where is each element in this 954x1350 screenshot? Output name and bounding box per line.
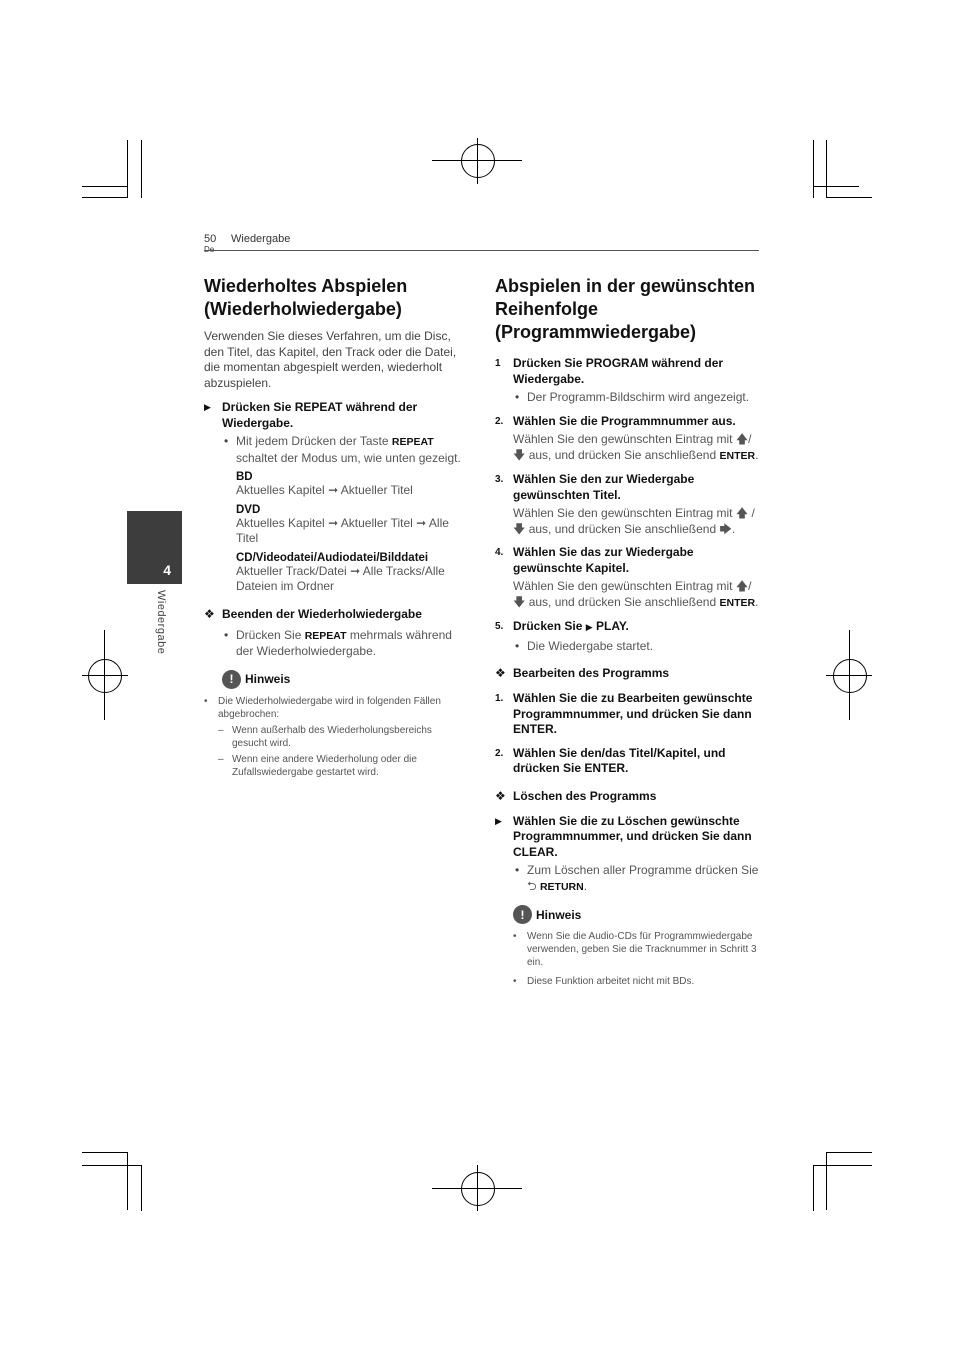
header-rule <box>204 250 759 251</box>
right-arrow-icon: 🡆 <box>719 521 732 536</box>
note-item: • Die Wiederholwiedergabe wird in folgenden Fällen abgebrochen: <box>204 695 469 721</box>
down-arrow-icon: 🡇 <box>513 447 526 462</box>
up-arrow-icon: 🡅 <box>735 579 749 593</box>
crop-mark <box>127 140 128 198</box>
section-heading-repeat: Wiederholtes Abspielen (Wiederholwiedergabe) <box>204 276 408 319</box>
crop-mark <box>82 1152 128 1153</box>
arrow-right-icon: ➞ <box>328 515 339 530</box>
program-step-4: 4. Wählen Sie das zur Wiedergabe gewünschte Kapitel. <box>495 545 694 575</box>
note-box-right: ! Hinweis • Wenn Sie die Audio-CDs für Programmwiedergabe verwenden, geben Sie die Tracknummer in Schritt 3 ein. • Diese Funktion arbeitet nicht mit BDs. <box>513 905 760 988</box>
crop-mark <box>813 140 814 198</box>
bullet-repeat-mode: • Mit jedem Drücken der Taste REPEAT schaltet der Modus um, wie unten gezeigt. <box>222 434 469 466</box>
crop-mark <box>141 1165 142 1211</box>
crop-mark <box>82 197 128 198</box>
section-heading-program: Abspielen in der gewünschten Reihenfolge (Programmwiedergabe) <box>495 276 756 342</box>
edit-step-2: 2. Wählen Sie den/das Titel/Kapitel, und drücken Sie ENTER. <box>495 745 726 775</box>
up-arrow-icon: 🡅 <box>735 506 749 520</box>
return-icon: ⮌ <box>527 878 537 893</box>
note-box-left: ! Hinweis • Die Wiederholwiedergabe wird in folgenden Fällen abgebrochen: – Wenn außerhalb des Wiederholungsbereichs gesucht wird. – Wenn eine andere Wiederholung oder die Zufallswiedergabe gestartet wird. <box>222 670 469 779</box>
crop-mark <box>826 197 872 198</box>
note-dash-item: – Wenn außerhalb des Wiederholungsbereichs gesucht wird. <box>204 724 469 750</box>
crop-mark <box>826 140 827 198</box>
chapter-tab <box>127 511 182 584</box>
subsection-stop-repeat: ❖ Beenden der Wiederholwiedergabe <box>204 606 422 621</box>
step-repeat: ▶ Drücken Sie REPEAT während der Wiedergabe. <box>204 400 418 430</box>
mode-heading-cd: CD/Videodatei/Audiodatei/Bilddatei <box>236 551 429 564</box>
program-step-1: 1 Drücken Sie PROGRAM während der Wiedergabe. <box>495 356 724 386</box>
warning-icon: ! <box>513 905 532 924</box>
delete-step-bullet: • Zum Löschen aller Programme drücken Sie ⮌ RETURN. <box>513 863 760 895</box>
subsection-edit-program: ❖ Bearbeiten des Programms <box>495 666 670 680</box>
mode-bd: Aktuelles Kapitel ➞ Aktueller Titel <box>236 483 413 497</box>
subsection-delete-program: ❖ Löschen des Programms <box>495 788 657 803</box>
edit-step-1: 1. Wählen Sie die zu Bearbeiten gewünschte Programmnummer, und drücken Sie dann ENTER. <box>495 691 753 736</box>
crop-mark <box>82 186 128 187</box>
up-arrow-icon: 🡅 <box>735 432 749 446</box>
diamond-icon: ❖ <box>495 666 506 680</box>
crop-mark <box>826 1152 827 1210</box>
step-arrow-icon: ▶ <box>495 815 502 826</box>
crop-mark <box>813 1165 872 1166</box>
warning-icon: ! <box>222 670 241 689</box>
down-arrow-icon: 🡇 <box>513 594 526 609</box>
note-item: • Wenn Sie die Audio-CDs für Programmwiedergabe verwenden, geben Sie die Tracknummer in Schritt 3 ein. <box>513 930 760 969</box>
right-column <box>495 275 760 988</box>
program-step-5-bullet: • Die Wiedergabe startet. <box>513 639 760 655</box>
mode-heading-dvd: DVD <box>236 503 261 516</box>
note-item: • Diese Funktion arbeitet nicht mit BDs. <box>513 975 760 988</box>
program-step-3-text: Wählen Sie den gewünschten Eintrag mit 🡅 /🡇 aus, und drücken Sie anschließend 🡆. <box>513 506 755 536</box>
crop-mark <box>813 1165 814 1211</box>
arrow-right-icon: ➞ <box>416 515 427 530</box>
step-arrow-icon: ▶ <box>204 402 211 412</box>
program-step-4-text: Wählen Sie den gewünschten Eintrag mit 🡅/🡇 aus, und drücken Sie anschließend ENTER. <box>513 579 759 609</box>
mode-cd: Aktueller Track/Datei ➞ Alle Tracks/Alle Dateien im Ordner <box>236 563 445 593</box>
play-icon: ▶ <box>585 622 593 632</box>
program-step-1-bullet: • Der Programm-Bildschirm wird angezeigt. <box>513 390 760 406</box>
crop-mark <box>127 1152 128 1210</box>
crop-mark <box>82 1165 142 1166</box>
program-step-2: 2. Wählen Sie die Programmnummer aus. <box>495 413 736 428</box>
intro-text: Verwenden Sie dieses Verfahren, um die Disc, den Titel, das Kapitel, den Track oder die Datei, die momentan abgespielt werden, wiederholt abzuspielen. <box>204 329 457 390</box>
program-step-2-text: Wählen Sie den gewünschten Eintrag mit 🡅/🡇 aus, und drücken Sie anschließend ENTER. <box>513 432 759 462</box>
mode-dvd: Aktuelles Kapitel ➞ Aktueller Titel ➞ Alle Titel <box>236 515 449 545</box>
program-step-3: 3. Wählen Sie den zur Wiedergabe gewünschten Titel. <box>495 472 695 502</box>
left-column <box>204 275 469 779</box>
note-dash-item: – Wenn eine andere Wiederholung oder die Zufallswiedergabe gestartet wird. <box>204 753 469 779</box>
mode-heading-bd: BD <box>236 471 253 483</box>
diamond-icon: ❖ <box>495 788 506 803</box>
arrow-right-icon: ➞ <box>350 563 361 578</box>
diamond-icon: ❖ <box>204 606 215 621</box>
chapter-number: 4 <box>163 562 171 578</box>
chapter-label: Wiedergabe <box>155 590 167 655</box>
running-title: Wiedergabe <box>231 233 291 245</box>
crop-mark <box>826 1152 872 1153</box>
crop-mark <box>141 140 142 198</box>
arrow-right-icon: ➞ <box>328 483 339 497</box>
page-number: 50 <box>204 233 217 245</box>
delete-step: ▶ Wählen Sie die zu Löschen gewünschte Programmnummer, und drücken Sie dann CLEAR. <box>495 813 752 859</box>
down-arrow-icon: 🡇 <box>513 521 526 536</box>
crop-mark <box>813 186 859 187</box>
bullet-stop-repeat: • Drücken Sie REPEAT mehrmals während der Wiederholwiedergabe. <box>222 628 469 660</box>
program-step-5: 5. Drücken Sie ▶ PLAY. <box>495 619 629 633</box>
